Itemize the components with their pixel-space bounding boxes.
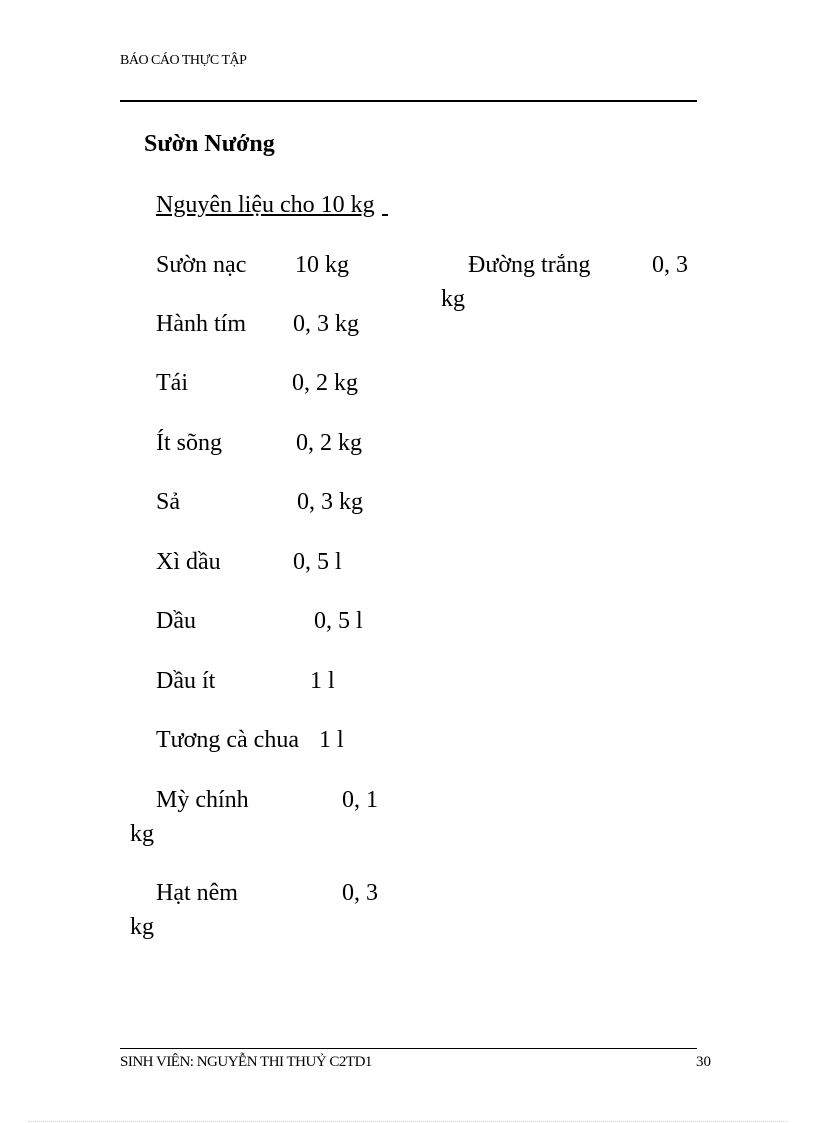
ingredient-name-hat-nem: Hạt nêm [156, 880, 238, 906]
ingredient-name-suon-nac: Sườn nạc [156, 252, 247, 278]
page-edge-dotted [28, 1121, 788, 1122]
ingredient-amount-tai: 0, 2 kg [292, 370, 358, 396]
side-ingredient-amount: 0, 3 [652, 252, 688, 278]
ingredient-amount-tuong-ca-chua: 1 l [319, 727, 344, 753]
running-header: BÁO CÁO THỰC TẬP [120, 53, 247, 68]
side-ingredient-name: Đường trắng [468, 252, 591, 278]
ingredient-name-it-song: Ít sõng [156, 430, 222, 456]
ingredient-name-dau-it: Dầu ít [156, 668, 216, 694]
ingredient-amount-hanh-tim: 0, 3 kg [293, 311, 359, 337]
ingredient-amount-hat-nem: 0, 3 [342, 880, 378, 906]
ingredient-amount-dau-it: 1 l [310, 668, 335, 694]
ingredient-name-hanh-tim: Hành tím [156, 311, 246, 337]
header-divider [120, 100, 697, 102]
ingredient-name-xi-dau: Xì dầu [156, 549, 221, 575]
ingredient-amount-suon-nac: 10 kg [295, 252, 349, 278]
ingredients-subtitle: Nguyên liệu cho 10 kg [156, 192, 375, 218]
ingredient-amount-xi-dau: 0, 5 l [293, 549, 342, 575]
ingredient-name-tuong-ca-chua: Tương cà chua [156, 727, 299, 753]
ingredient-amount-it-song: 0, 2 kg [296, 430, 362, 456]
footer-student: SINH VIÊN: NGUYỄN THI THUỶ C2TD1 [120, 1054, 372, 1070]
ingredient-unit-my-chinh: kg [130, 821, 154, 847]
section-title: Sườn Nướng [144, 131, 275, 157]
ingredient-amount-my-chinh: 0, 1 [342, 787, 378, 813]
subtitle-underline-trail [382, 192, 388, 219]
ingredient-amount-dau: 0, 5 l [314, 608, 363, 634]
ingredient-unit-hat-nem: kg [130, 914, 154, 940]
ingredient-name-dau: Dầu [156, 608, 196, 634]
page-number: 30 [696, 1054, 711, 1070]
footer-divider [120, 1048, 697, 1049]
ingredient-amount-sa: 0, 3 kg [297, 489, 363, 515]
ingredient-name-tai: Tái [156, 370, 188, 396]
side-ingredient-unit: kg [441, 286, 465, 312]
ingredient-name-sa: Sả [156, 489, 180, 515]
ingredient-name-my-chinh: Mỳ chính [156, 787, 249, 813]
